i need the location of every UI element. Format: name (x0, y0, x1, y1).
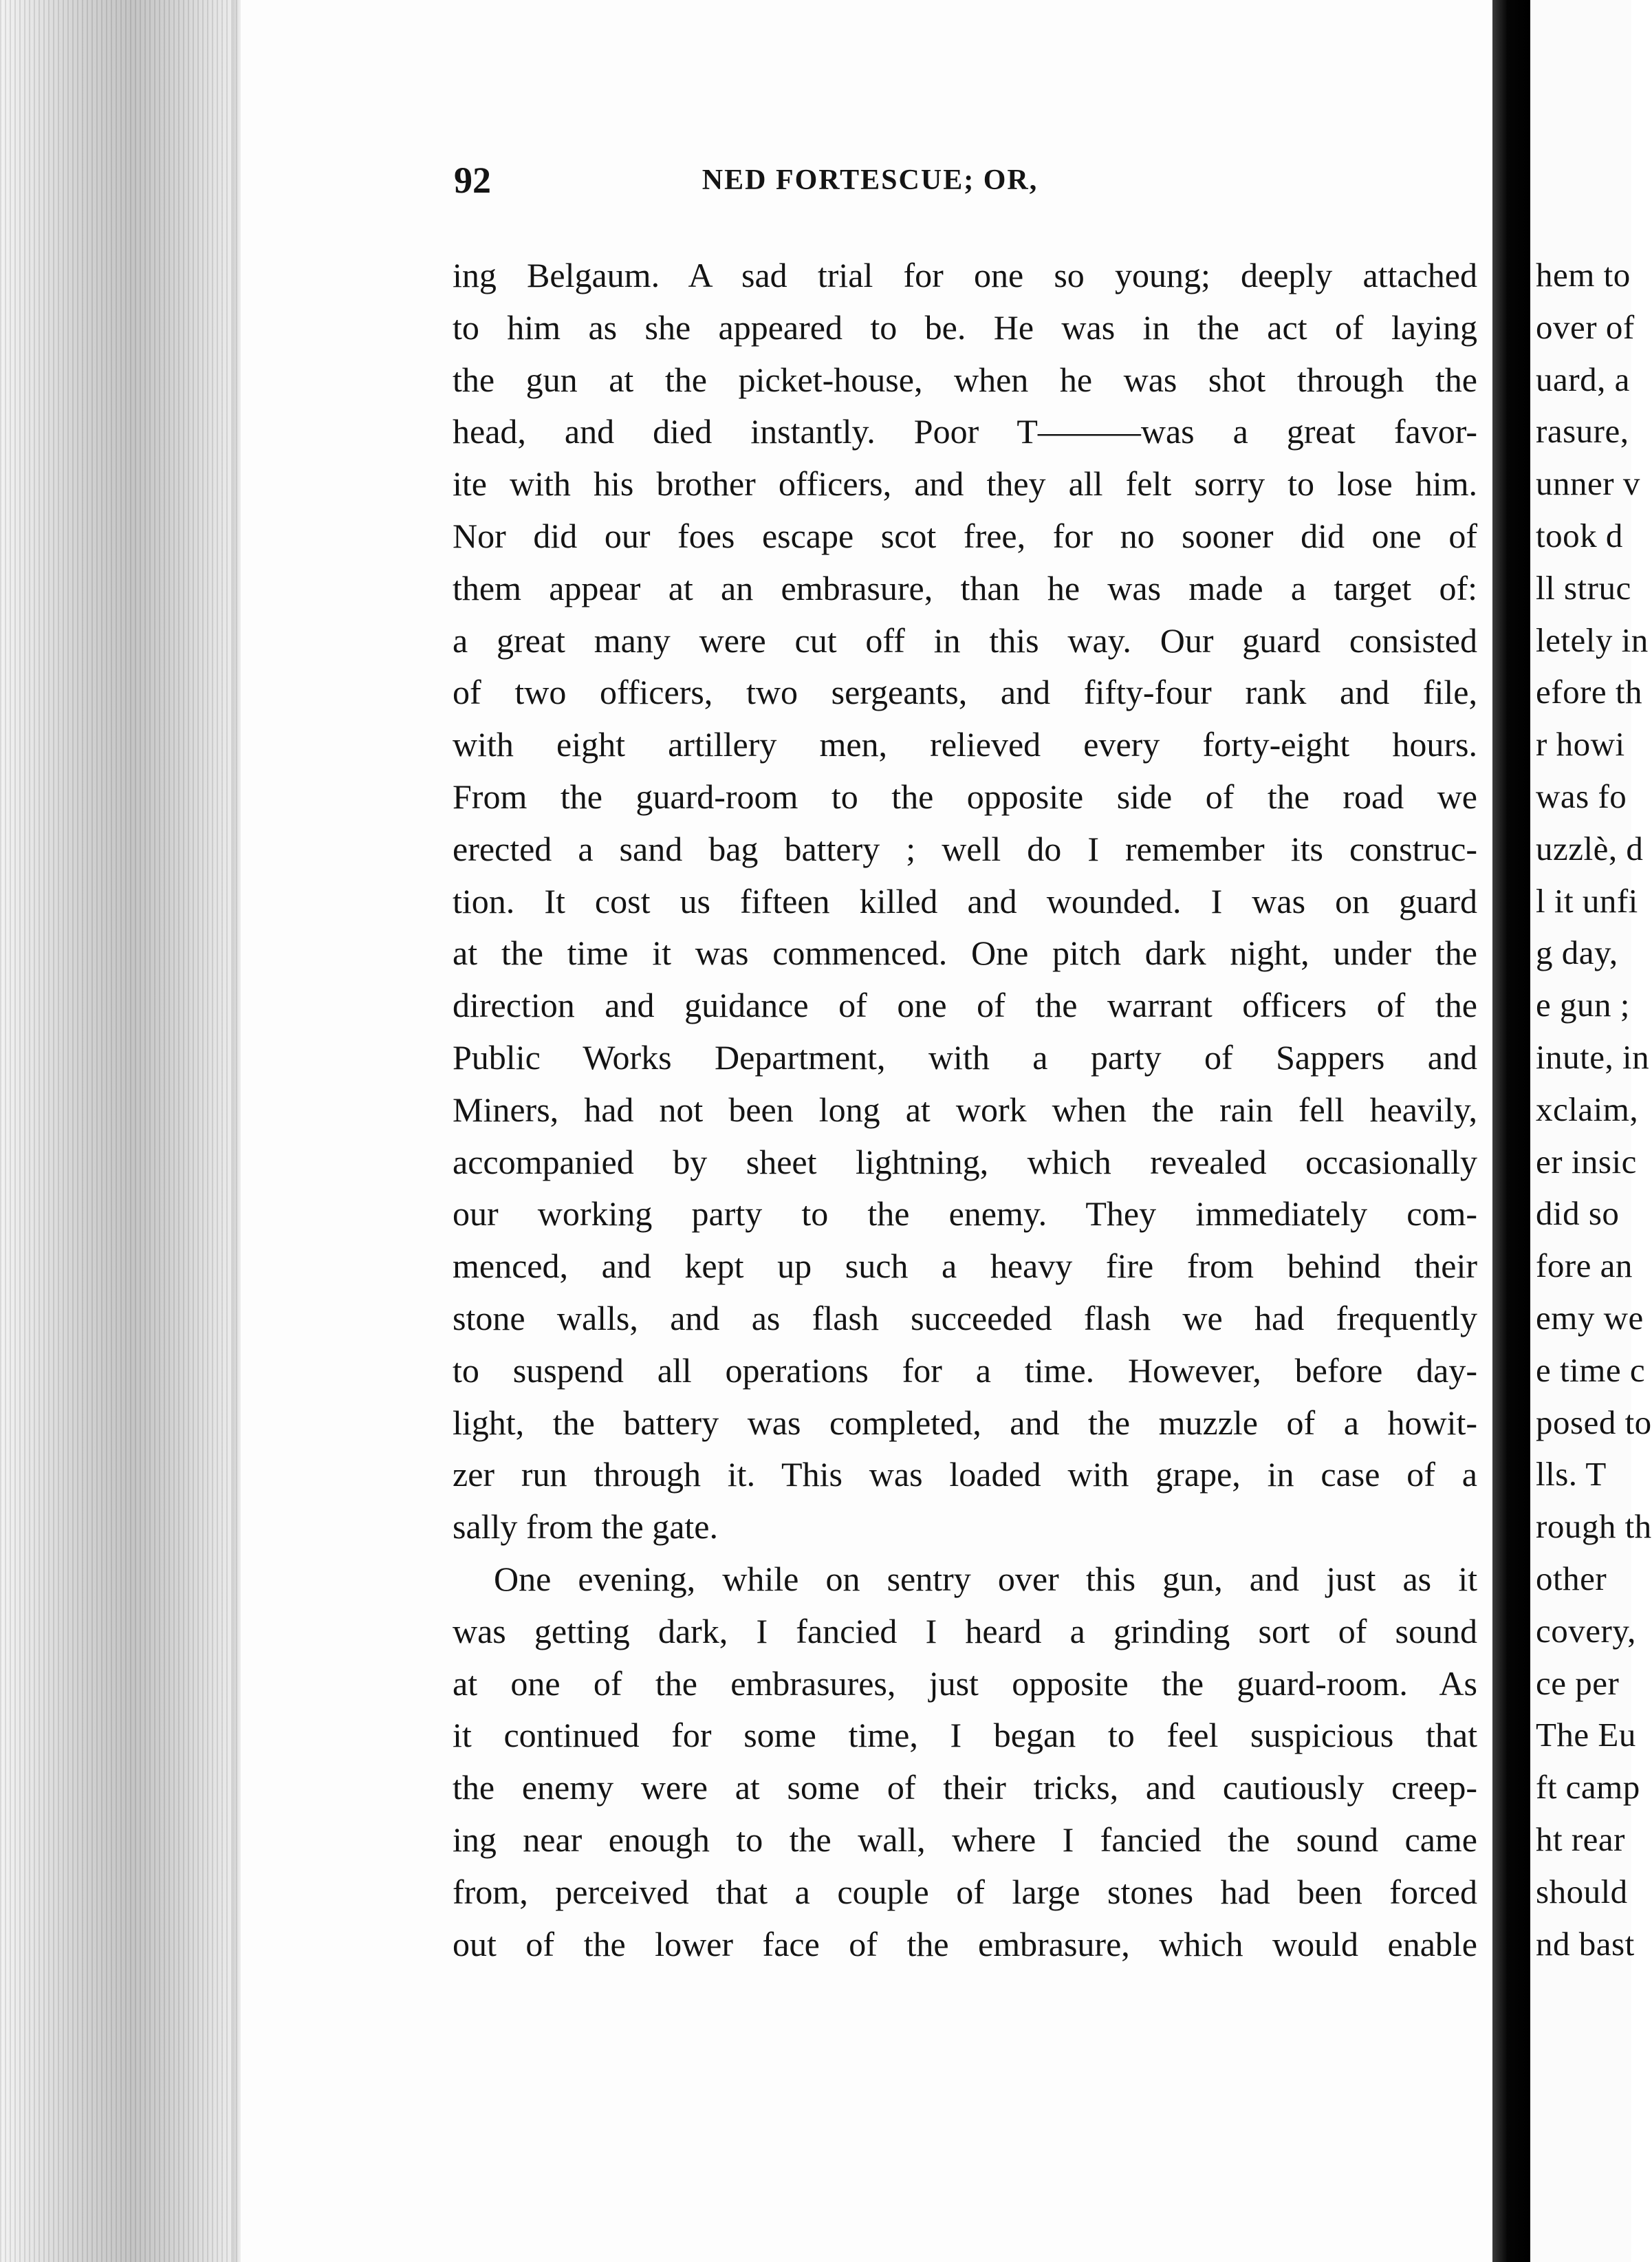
text-line: it continued for some time, I began to feel suspicious that (453, 1716, 1477, 1755)
facing-page-line: uzzlè, d (1536, 829, 1644, 868)
facing-page-line: did so (1536, 1194, 1620, 1233)
text-line: to him as she appeared to be. He was in the act of laying (453, 308, 1477, 347)
text-line: Miners, had not been long at work when the rain fell heavily, (453, 1090, 1477, 1129)
facing-page-line: fore an (1536, 1247, 1633, 1285)
text-line: ing Belgaum. A sad trial for one so young; deeply attached (453, 256, 1477, 294)
text-line: at one of the embrasures, just opposite the guard-room. As (453, 1663, 1477, 1703)
facing-page-line: The Eu (1536, 1716, 1636, 1754)
facing-page-line: was fo (1536, 777, 1627, 815)
text-line: light, the battery was completed, and the muzzle of a howit- (453, 1403, 1477, 1442)
text-line: direction and guidance of one of the warrant officers of the (453, 986, 1477, 1025)
facing-page-line: g day, (1536, 934, 1618, 972)
text-line: to suspend all operations for a time. However, before day- (453, 1350, 1477, 1390)
text-line: our working party to the enemy. They immediately com- (453, 1194, 1477, 1234)
facing-page-line: e time c (1536, 1350, 1646, 1389)
page-edges (0, 0, 241, 2262)
facing-page-line: ft camp (1536, 1768, 1640, 1807)
running-title: NED FORTESCUE; OR, (702, 164, 1039, 196)
facing-page-line: inute, in (1536, 1038, 1650, 1076)
facing-page-line: should (1536, 1872, 1628, 1910)
facing-page-line: xclaim, (1536, 1090, 1639, 1128)
text-line: stone walls, and as flash succeeded flash we had frequently (453, 1298, 1477, 1337)
text-line: ite with his brother officers, and they all felt sorry to lose him. (453, 464, 1477, 504)
text-line: Nor did our foes escape scot free, for no sooner did one of (453, 516, 1477, 555)
text-line: Public Works Department, with a party of Sappers and (453, 1037, 1477, 1077)
body-text (453, 250, 1477, 1970)
text-line: with eight artillery men, relieved every forty-eight hours. (453, 725, 1477, 764)
text-line: One evening, while on sentry over this gun, and just as it (494, 1559, 1477, 1598)
facing-page-line: lls. T (1536, 1455, 1607, 1494)
text-line: was getting dark, I fancied I heard a grinding sort of sound (453, 1611, 1477, 1650)
text-line: sally from the gate. (453, 1507, 718, 1547)
facing-page-line: uard, a (1536, 360, 1630, 398)
text-line: ing near enough to the wall, where I fancied the sound came (453, 1820, 1477, 1859)
text-line: a great many were cut off in this way. Our guard consisted (453, 621, 1477, 660)
page-number: 92 (454, 160, 491, 201)
facing-page-line: rough th (1536, 1507, 1652, 1546)
facing-page-line: posed to (1536, 1403, 1652, 1441)
facing-page-line: unner v (1536, 464, 1640, 503)
facing-page-line: covery, (1536, 1611, 1636, 1650)
facing-page-line: nd bast (1536, 1924, 1635, 1963)
book-gutter (1492, 0, 1530, 2262)
text-line: head, and died instantly. Poor T———was a great favor- (453, 412, 1477, 451)
facing-page-line: took d (1536, 517, 1623, 554)
text-line: out of the lower face of the embrasure, which would enable (453, 1924, 1477, 1963)
text-line: them appear at an embrasure, than he was made a target of: (453, 568, 1477, 607)
text-line: From the guard-room to the opposite side of the road we (453, 777, 1477, 816)
text-line: accompanied by sheet lightning, which revealed occasionally (453, 1142, 1477, 1181)
text-line: erected a sand bag battery ; well do I remember its construc- (453, 829, 1477, 868)
facing-page-line: efore th (1536, 673, 1642, 711)
text-line: at the time it was commenced. One pitch dark night, under the (453, 934, 1477, 973)
text-line: tion. It cost us fifteen killed and wounded. I was on guard (453, 881, 1477, 920)
facing-page-line: r howi (1536, 725, 1625, 764)
facing-page-line: ce per (1536, 1663, 1620, 1702)
facing-page-line: over of (1536, 308, 1635, 346)
text-line: menced, and kept up such a heavy fire from behind their (453, 1247, 1477, 1286)
facing-page-line: ll struc (1536, 568, 1631, 607)
facing-page-line: er insic (1536, 1142, 1637, 1181)
text-line: the enemy were at some of their tricks, and cautiously creep- (453, 1768, 1477, 1807)
text-line: of two officers, two sergeants, and fifty-four rank and file, (453, 673, 1477, 712)
text-line: from, perceived that a couple of large stones had been forced (453, 1872, 1477, 1911)
facing-page-line: other (1536, 1560, 1607, 1597)
facing-page-line: rasure, (1536, 412, 1629, 451)
text-line: zer run through it. This was loaded with grape, in case of a (453, 1455, 1477, 1494)
facing-page-line: l it unfi (1536, 881, 1638, 920)
facing-page-line: ht rear (1536, 1820, 1625, 1858)
running-head (454, 160, 1286, 201)
facing-page-line: hem to (1536, 256, 1631, 294)
facing-page-fragment (1530, 0, 1652, 2262)
facing-page-line: letely in (1536, 621, 1649, 659)
facing-page-line: e gun ; (1536, 986, 1630, 1024)
text-line: the gun at the picket-house, when he was shot through the (453, 360, 1477, 399)
facing-page-line: emy we (1536, 1299, 1644, 1337)
